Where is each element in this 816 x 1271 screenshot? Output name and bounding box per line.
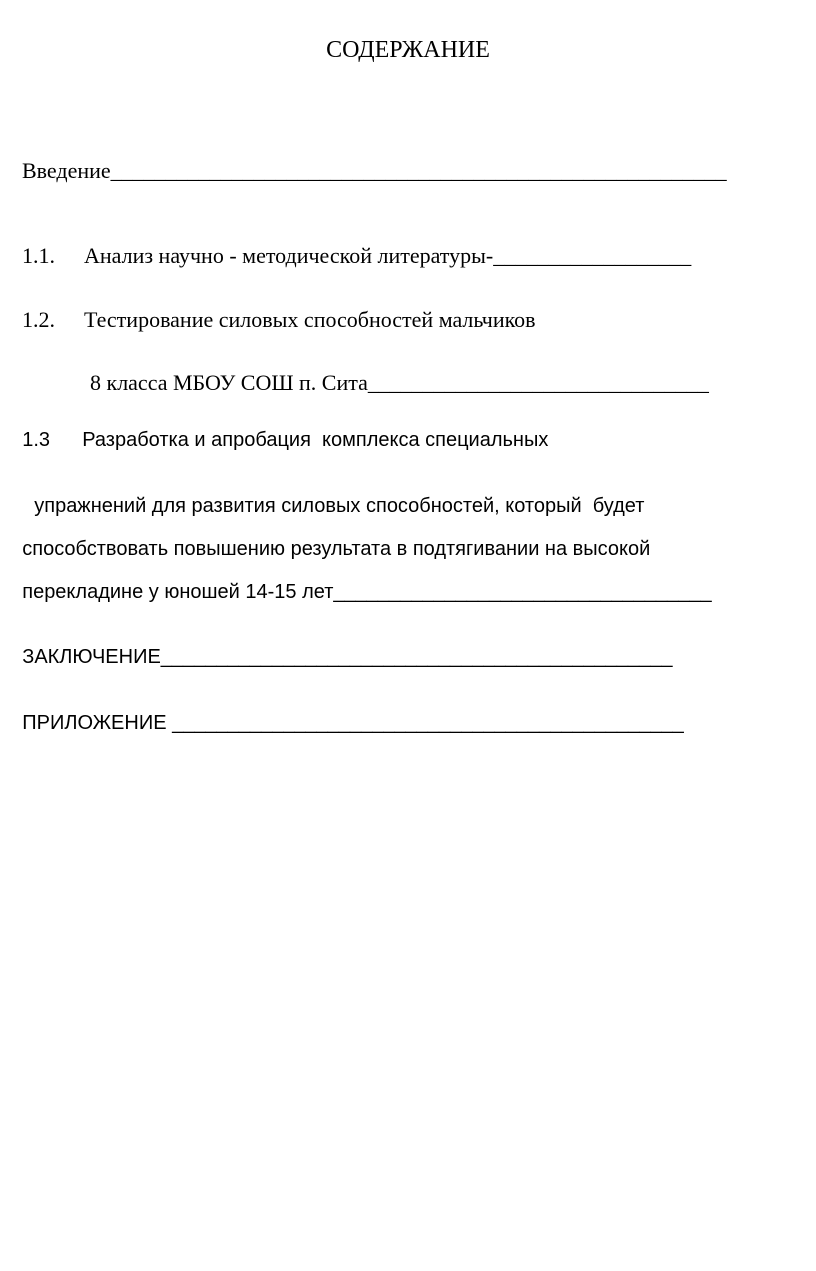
toc-entry-text: Введение________________________________________________________: [22, 158, 727, 183]
toc-entry-text: перекладине у юношей 14-15 лет__________________________________: [22, 581, 712, 603]
toc-entry-text: Анализ научно - методической литературы-__________________: [84, 243, 692, 268]
page-title: СОДЕРЖАНИЕ: [326, 37, 490, 63]
toc-entry-introduction: [0, 132, 727, 210]
toc-entry-text: Тестирование силовых способностей мальчиков: [84, 307, 536, 332]
toc-entry-text: ПРИЛОЖЕНИЕ ______________________________________________: [22, 712, 684, 734]
toc-entry-text: Разработка и апробация комплекса специальных: [82, 429, 549, 451]
toc-entry-text: ЗАКЛЮЧЕНИЕ______________________________________________: [22, 646, 673, 668]
toc-entry-text: упражнений для развития силовых способностей, который будет: [34, 495, 645, 517]
toc-entry-number: 1.2.: [22, 307, 55, 332]
toc-entry-appendix: [0, 684, 684, 762]
toc-entry-text: 8 класса МБОУ СОШ п. Сита_______________________________: [90, 370, 709, 395]
toc-entry-text: способствовать повышению результата в подтягивании на высокой: [22, 538, 651, 560]
toc-entry-number: 1.3: [22, 429, 51, 451]
toc-entry-number: 1.1.: [22, 243, 55, 268]
